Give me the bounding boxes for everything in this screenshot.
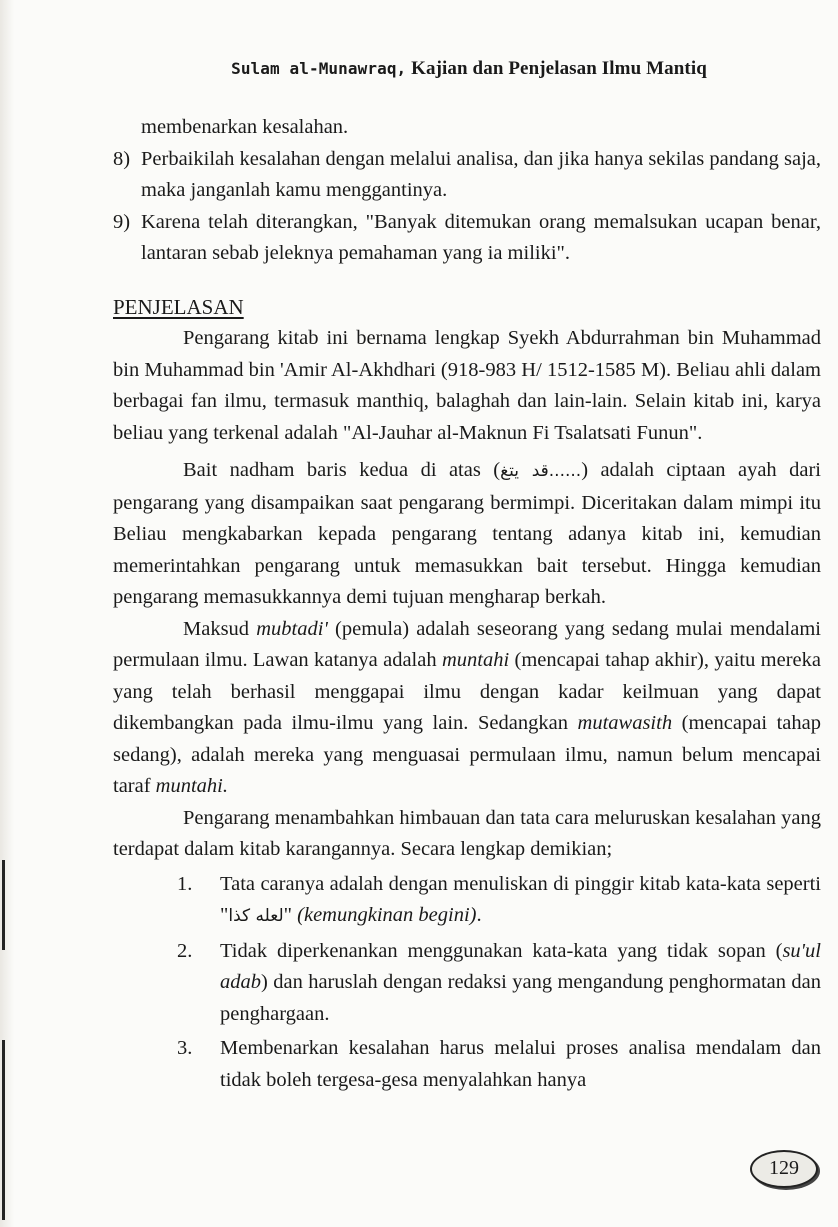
italic-term: muntahi. (155, 775, 228, 797)
page-number-badge: 129 (750, 1150, 818, 1188)
italic-term: muntahi (441, 649, 510, 671)
section-heading: PENJELASAN (113, 294, 244, 319)
text-run: (mencapai tahap sedang), adalah mereka yang menguasai permulaan ilmu, namun belum mencapai taraf (113, 712, 821, 797)
list-number: 2. (177, 939, 193, 962)
item-text: Perbaikilah kesalahan dengan melalui analisa, dan jika hanya sekilas pandang saja, maka janganlah kamu menggantinya. (141, 147, 821, 201)
paragraph-mubtadi (113, 614, 821, 803)
text-run: Tata caranya adalah dengan menuliskan di pinggir kitab kata-kata seperti " (220, 872, 821, 926)
numbered-item (113, 207, 821, 270)
text-run: (mencapai tahap akhir), yaitu mereka yang telah berhasil menggapai ilmu dengan kadar keilmuan yang dapat dikembangkan pada ilmu-ilmu yang lain. Sedangkan (113, 649, 821, 734)
list-item (177, 1033, 821, 1096)
intro-line: membenarkan kesalahan. (141, 116, 349, 138)
list-item (177, 869, 821, 933)
item-number: 8) (113, 147, 131, 170)
text-run: ) dan haruslah dengan redaksi yang mengandung penghormatan dan penghargaan. (220, 971, 821, 1025)
list-text: Membenarkan kesalahan harus melalui proses analisa mendalam dan tidak boleh tergesa-gesa menyalahkan hanya (220, 1037, 821, 1091)
paragraph-author: Pengarang kitab ini bernama lengkap Syekh Abdurrahman bin Muhammad bin Muhammad bin 'Amir Al-Akhdhari (918-983 H/ 1512-1585 M). Beliau ahli dalam berbagai fan ilmu, termasuk manthiq, balaghah dan lain-lain. Selain kitab ini, karya beliau yang terkenal adalah "Al-Jauhar al-Maknun Fi Tsalatsati Funun". (113, 327, 821, 444)
italic-term: mutawasith (577, 712, 673, 734)
text-run: " (283, 904, 298, 926)
list-item (177, 936, 821, 1031)
text-run: Bait nadham baris kedua di atas ( (183, 459, 501, 481)
text-run: Tidak diperkenankan menggunakan kata-kata yang tidak sopan ( (220, 939, 783, 962)
numbered-item (113, 144, 821, 207)
list-text (220, 869, 821, 933)
binding-mark (2, 860, 5, 950)
text-run: ) adalah ciptaan ayah dari pengarang yang disampaikan saat pengarang bermimpi. Diceritakan dalam mimpi itu Beliau mengkabarkan kepada pengarang tentang adanya kitab ini, kemudian memerintahkan pengarang untuk memasukkan bait tersebut. Hingga kemudian pengarang memasukkannya demi tujuan mengharap berkah. (113, 459, 821, 608)
binding-mark (2, 1040, 5, 1220)
item-text: Karena telah diterangkan, "Banyak ditemukan orang memalsukan ucapan benar, lantaran sebab jeleknya pemahaman yang ia miliki". (141, 210, 821, 264)
italic-term: mubtadi' (256, 617, 328, 640)
text-run: Maksud (183, 617, 257, 640)
text-run: . (476, 904, 482, 926)
text-run: (pemula) adalah seseorang yang sedang mulai mendalami permulaan ilmu. Lawan katanya adalah (113, 617, 821, 671)
list-number: 1. (177, 872, 193, 895)
arabic-text: ......قد يتغ (500, 461, 582, 481)
italic-term: su'ul adab (220, 939, 821, 993)
list-number: 3. (177, 1037, 193, 1059)
running-header (0, 58, 838, 80)
italic-term: (kemungkinan begini) (297, 904, 477, 926)
header-title-part2: Kajian dan Penjelasan Ilmu Mantiq (406, 58, 707, 79)
binding-edge (0, 0, 14, 1227)
list-text (220, 936, 821, 1031)
header-title-part1: Sulam al-Munawraq, (231, 59, 407, 78)
page-body (113, 112, 821, 1096)
paragraph-bait (113, 455, 821, 614)
paragraph-himbauan: Pengarang menambahkan himbauan dan tata cara meluruskan kesalahan yang terdapat dalam kitab karangannya. Secara lengkap demikian; (113, 806, 821, 860)
item-number: 9) (113, 210, 131, 233)
arabic-text: لعله كذا (228, 906, 284, 926)
ordered-list (177, 869, 821, 1097)
